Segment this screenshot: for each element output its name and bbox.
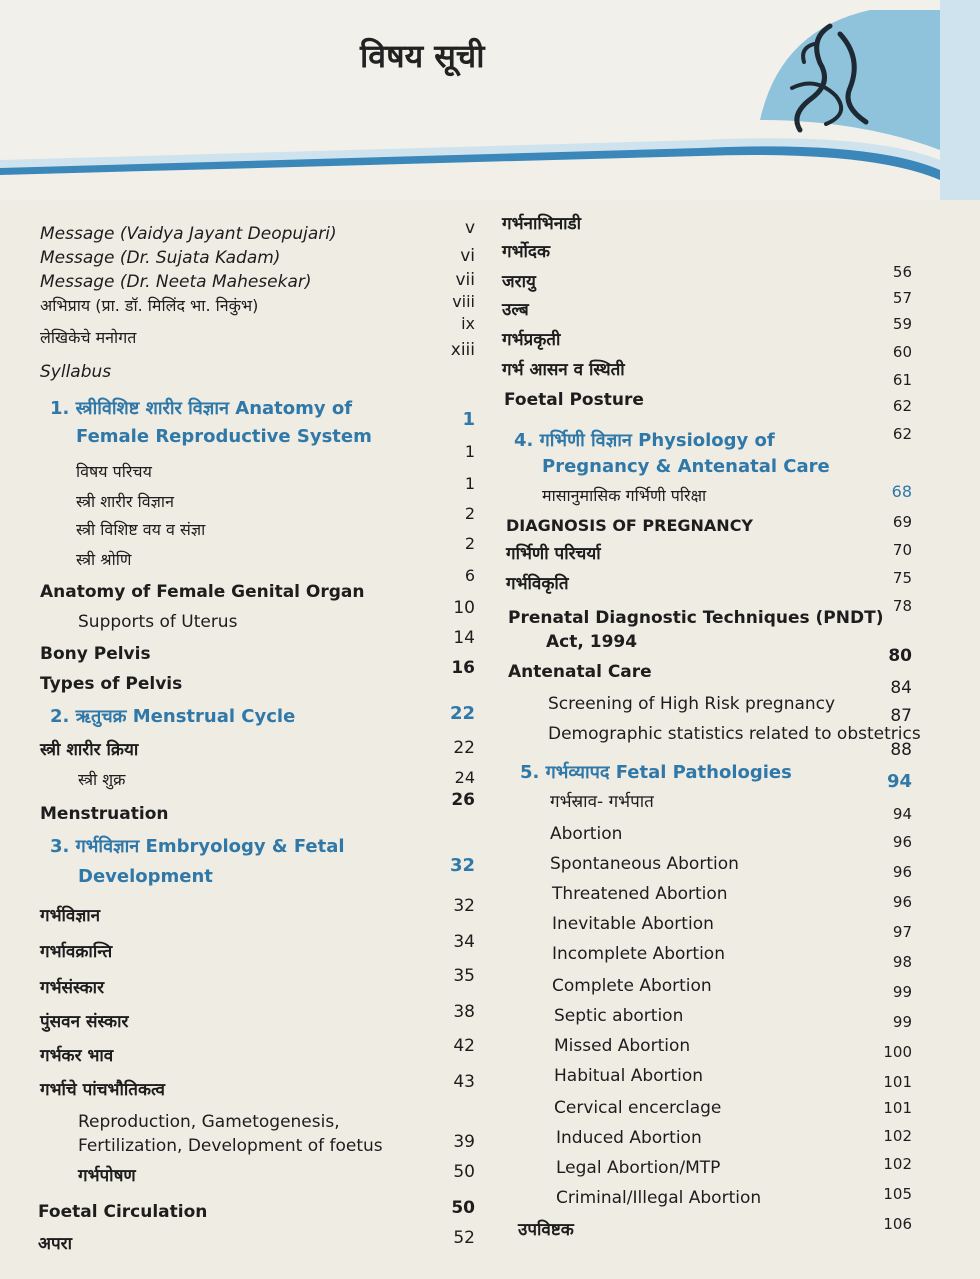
pregnant-woman-line-art-icon: [770, 18, 890, 138]
toc-right-column: गर्भनाभिनाडी गर्भोदक 56 जरायु 57 उल्ब 59 गर्भप्रकृती 60 गर्भ आसन व स्थिती 61 Foetal Posture 62 4. गर्भिणी विज्ञान Physiology of 62 Pregnancy & Antenatal Care मासानुमासिक गर्भिणी परिक्षा 68 DIAGNOSIS OF PREGNANCY 69 गर्भिणी परिचर्या 70 गर्भविकृति 75 Prenatal Diagnostic Techniques (PNDT) 78 Act, 1994 Antenatal Care 80 Screening of High Risk pregnancy 84 Demographic statistics related to obstetrics 87 88 5. गर्भव्यापद Fetal Pathologies 94 गर्भस्राव- गर्भपात 94 Abortion 96 Spontaneous Abortion 96 Threatened Abortion 96 Inevitable Abortion 97 Incomplete Abortion 98 Complete Abortion 99 Septic abortion 99 Missed Abortion 100 Habitual Abortion 101 Cervical encerclage 101 Induced Abortion 102 Legal Abortion/MTP 102 Criminal/Illegal Abortion 105 उपविष्टक 106: [502, 214, 921, 1240]
toc-left-column: Message (Vaidya Jayant Deopujari) v Message (Dr. Sujata Kadam) vi Message (Dr. Neeta Mahesekar) vii अभिप्राय (प्रा. डॉ. मिलिंद भा. निकुंभ) viii लेखिकेचे मनोगत ix Syllabus xiii 1. स्त्रीविशिष्ट शारीर विज्ञान Anatomy of 1 Female Reproductive System 1 विषय परिचय 1 स्त्री शारीर विज्ञान 2 स्त्री विशिष्ट वय व संज्ञा 2 स्त्री श्रोणि 6 Anatomy of Female Genital Organ 10 Supports of Uterus 14 Bony Pelvis 16 Types of Pelvis 2. ऋतुचक्र Menstrual Cycle 22 स्त्री शारीर क्रिया 22 स्त्री शुक्र 24 Menstruation 26 3. गर्भविज्ञान Embryology & Fetal Development 32 गर्भविज्ञान 32 गर्भावक्रान्ति 34 गर्भसंस्कार 35 पुंसवन संस्कार 38 गर्भकर भाव 42 गर्भाचे पांचभौतिकत्व 43 Reproduction, Gametogenesis, Fertilization, Development of foetus 39 गर्भपोषण 50 Foetal Circulation 50 अपरा 52: [38, 218, 475, 1254]
page-title: विषय सूची: [360, 37, 485, 75]
